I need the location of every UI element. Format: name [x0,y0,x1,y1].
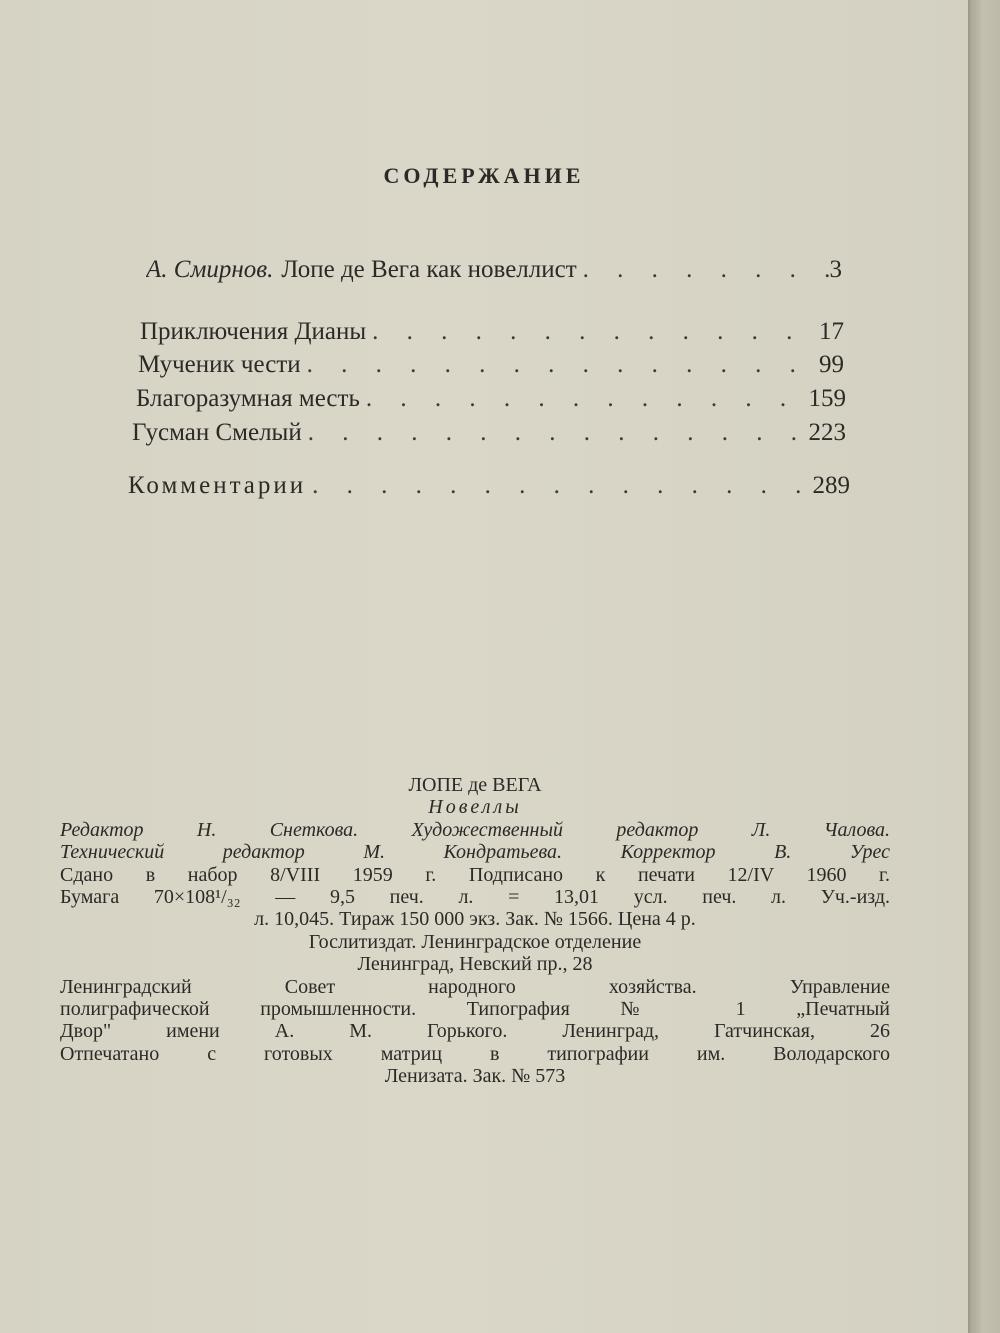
toc-item-title: Приключения Дианы [140,318,367,345]
toc-dot-leader [577,256,830,284]
imprint-line: Сдано в набор 8/VIII 1959 г. Подписано к печати 12/IV 1960 г. [60,863,890,886]
toc-row [136,385,846,413]
imprint-line: Ленинград, Невский пр., 28 [357,953,593,976]
toc-item-title: Мученик чести [138,351,301,378]
toc-item-title: Благоразумная месть [136,385,360,412]
toc-dot-leader [301,351,819,379]
toc-dot-leader [366,318,819,346]
toc-page-number: 223 [808,419,846,446]
imprint-book-title: Новеллы [428,796,522,819]
toc-page-number: 289 [812,472,850,499]
imprint-line: Гослитиздат. Ленинградское отделение [308,930,642,953]
toc-row-comments [128,472,850,500]
imprint-line: Технический редактор М. Кондратьева. Корректор В. Урес [60,841,890,864]
toc-dot-leader [360,385,809,413]
imprint-line: Отпечатано с готовых матриц в типографии им. Володарского [60,1042,890,1065]
toc-title: СОДЕРЖАНИЕ [383,163,585,188]
toc-intro-title: Лопе де Вега как новеллист [281,256,577,283]
toc-page-number: 99 [819,351,844,378]
imprint-line: Бумага 70×108¹/₃₂ — 9,5 печ. л. = 13,01 усл. печ. л. Уч.-изд. [60,886,890,909]
toc-item-title: Гусман Смелый [132,419,302,446]
toc-page-number: 3 [829,256,842,283]
toc-page-number: 159 [808,385,846,412]
toc-comments-title: Комментарии [128,472,307,499]
next-page-edge [968,0,1000,1333]
imprint-line: л. 10,045. Тираж 150 000 экз. Зак. № 1566. Цена 4 р. [254,908,696,931]
toc-page-number: 17 [819,318,844,345]
toc-row-intro [146,256,842,284]
imprint [60,774,890,1088]
toc-dot-leader [302,419,809,447]
imprint-author: ЛОПЕ де ВЕГА [408,774,542,796]
toc-row [132,419,846,447]
toc-row [138,351,844,379]
imprint-line: Ленизата. Зак. № 573 [384,1065,566,1088]
toc-row [140,318,844,346]
toc-intro-author: А. Смирнов. [146,256,274,283]
toc-dot-leader [306,472,812,500]
imprint-line: Ленинградский Совет народного хозяйства. Управление [60,975,890,998]
imprint-line: Редактор Н. Снеткова. Художественный редактор Л. Чалова. [60,818,890,841]
imprint-line: Двор" имени А. М. Горького. Ленинград, Гатчинская, 26 [60,1020,890,1043]
imprint-line: полиграфической промышленности. Типография № 1 „Печатный [60,998,890,1021]
